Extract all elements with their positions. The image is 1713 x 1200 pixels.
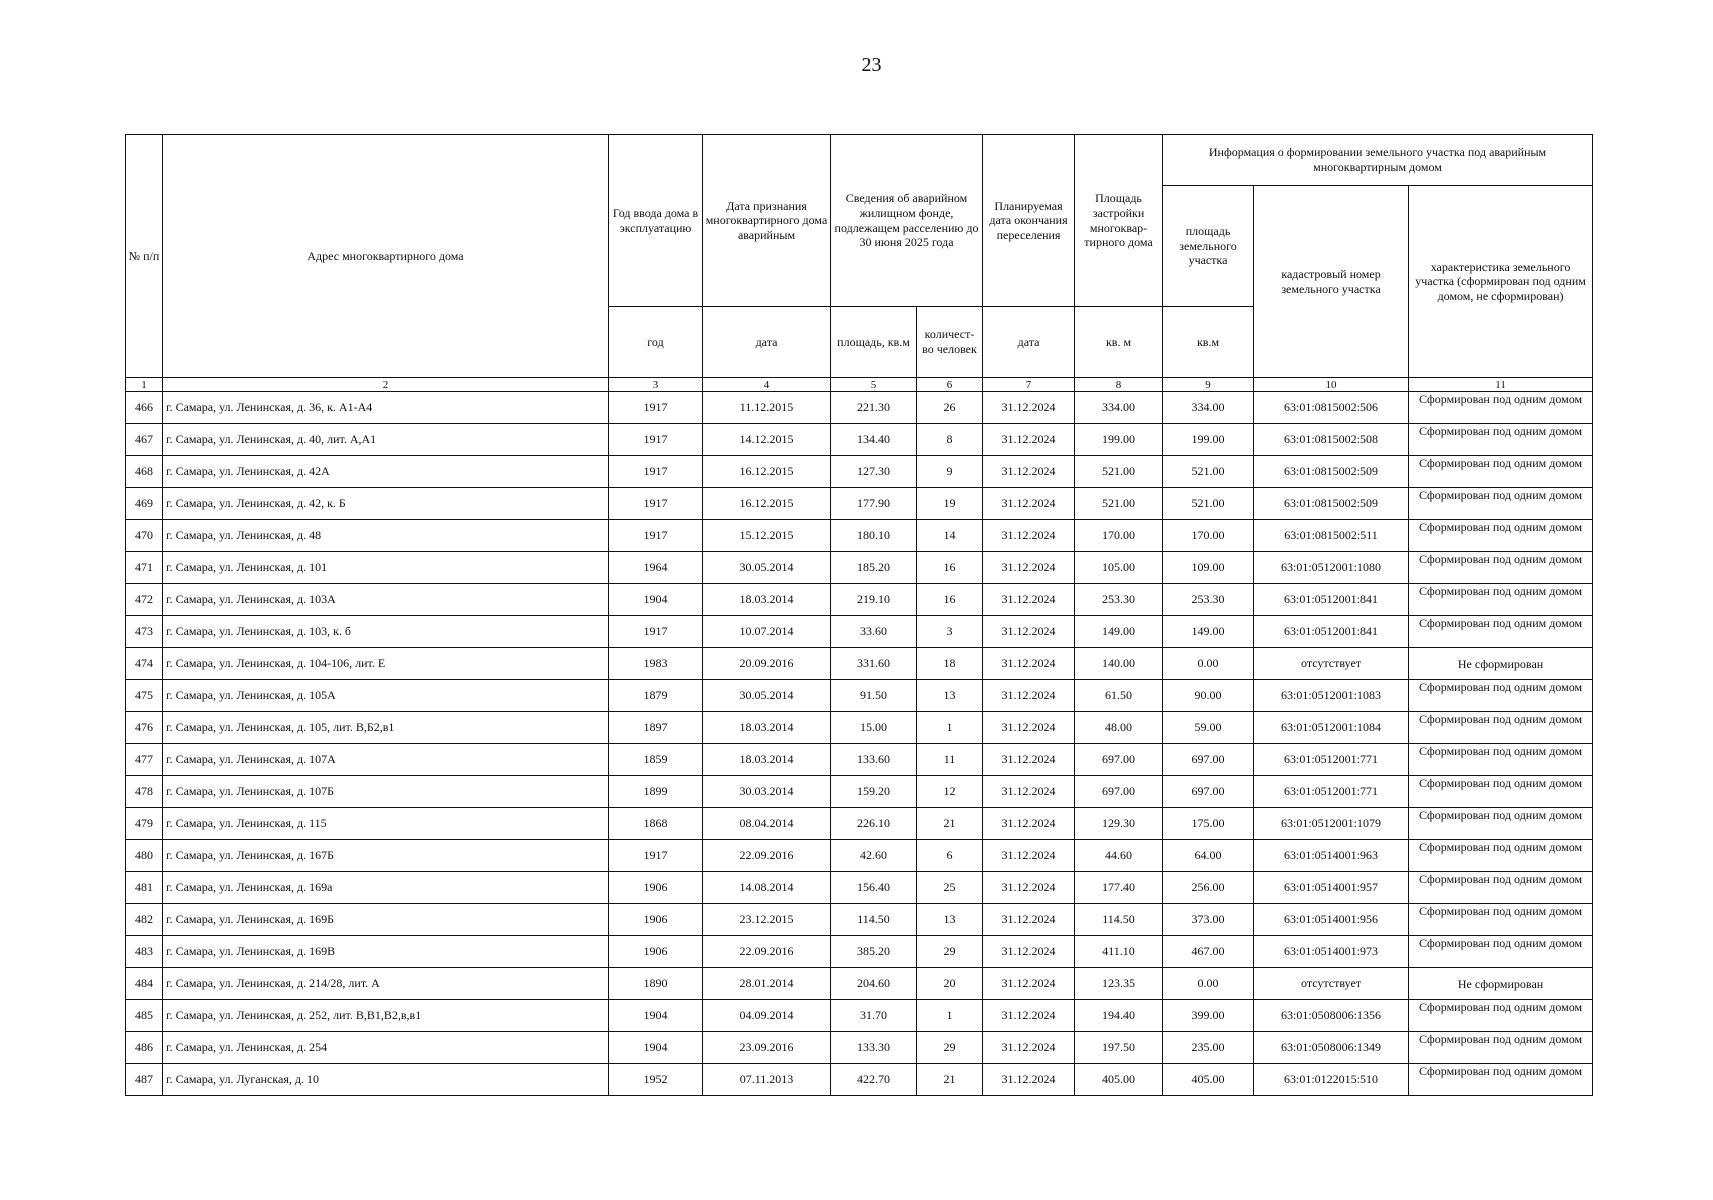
land-area-cell: 467.00	[1163, 936, 1254, 968]
address-cell: г. Самара, ул. Ленинская, д. 167Б	[163, 840, 609, 872]
column-number: 4	[703, 378, 831, 392]
planned-end-cell: 31.12.2024	[983, 1064, 1075, 1096]
planned-end-cell: 31.12.2024	[983, 648, 1075, 680]
column-number: 11	[1409, 378, 1593, 392]
land-status-cell: Сформирован под одним домом	[1409, 840, 1593, 872]
table-row	[126, 680, 1593, 712]
row-number: 485	[126, 1000, 163, 1032]
column-number: 7	[983, 378, 1075, 392]
building-area-cell: 697.00	[1075, 744, 1163, 776]
building-area-cell: 405.00	[1075, 1064, 1163, 1096]
address-cell: г. Самара, ул. Луганская, д. 10	[163, 1064, 609, 1096]
address-cell: г. Самара, ул. Ленинская, д. 36, к. А1-А4	[163, 392, 609, 424]
people-cell: 19	[917, 488, 983, 520]
unit-people: количест- во человек	[917, 307, 983, 378]
planned-end-cell: 31.12.2024	[983, 840, 1075, 872]
table-row	[126, 616, 1593, 648]
area-cell: 331.60	[831, 648, 917, 680]
building-area-cell: 44.60	[1075, 840, 1163, 872]
address-cell: г. Самара, ул. Ленинская, д. 214/28, лит. А	[163, 968, 609, 1000]
recognition-date-cell: 18.03.2014	[703, 712, 831, 744]
cadastral-number-cell: 63:01:0512001:1079	[1254, 808, 1409, 840]
area-cell: 385.20	[831, 936, 917, 968]
address-cell: г. Самара, ул. Ленинская, д. 103А	[163, 584, 609, 616]
people-cell: 9	[917, 456, 983, 488]
recognition-date-cell: 10.07.2014	[703, 616, 831, 648]
table-row	[126, 808, 1593, 840]
row-number: 477	[126, 744, 163, 776]
land-area-cell: 697.00	[1163, 744, 1254, 776]
building-area-cell: 521.00	[1075, 488, 1163, 520]
building-area-cell: 177.40	[1075, 872, 1163, 904]
area-cell: 221.30	[831, 392, 917, 424]
land-status-cell: Сформирован под одним домом	[1409, 872, 1593, 904]
people-cell: 26	[917, 392, 983, 424]
row-number: 482	[126, 904, 163, 936]
table-row	[126, 488, 1593, 520]
address-cell: г. Самара, ул. Ленинская, д. 254	[163, 1032, 609, 1064]
address-cell: г. Самара, ул. Ленинская, д. 105А	[163, 680, 609, 712]
land-status-cell: Сформирован под одним домом	[1409, 1032, 1593, 1064]
row-number: 476	[126, 712, 163, 744]
recognition-date-cell: 22.09.2016	[703, 936, 831, 968]
table-row	[126, 584, 1593, 616]
cadastral-number-cell: 63:01:0512001:771	[1254, 744, 1409, 776]
table-row	[126, 968, 1593, 1000]
row-number: 484	[126, 968, 163, 1000]
table-row	[126, 520, 1593, 552]
people-cell: 13	[917, 904, 983, 936]
unit-area: площадь, кв.м	[831, 307, 917, 378]
area-cell: 159.20	[831, 776, 917, 808]
land-status-cell: Сформирован под одним домом	[1409, 712, 1593, 744]
table-body	[126, 392, 1593, 1096]
land-area-cell: 90.00	[1163, 680, 1254, 712]
land-area-cell: 405.00	[1163, 1064, 1254, 1096]
recognition-date-cell: 20.09.2016	[703, 648, 831, 680]
row-number: 466	[126, 392, 163, 424]
year-cell: 1917	[609, 456, 703, 488]
cadastral-number-cell: 63:01:0508006:1356	[1254, 1000, 1409, 1032]
table-row	[126, 648, 1593, 680]
building-area-cell: 697.00	[1075, 776, 1163, 808]
land-area-cell: 253.30	[1163, 584, 1254, 616]
year-cell: 1906	[609, 936, 703, 968]
people-cell: 18	[917, 648, 983, 680]
year-cell: 1917	[609, 840, 703, 872]
table-row	[126, 936, 1593, 968]
recognition-date-cell: 16.12.2015	[703, 488, 831, 520]
cadastral-number-cell: 63:01:0514001:957	[1254, 872, 1409, 904]
people-cell: 13	[917, 680, 983, 712]
cadastral-number-cell: 63:01:0512001:1084	[1254, 712, 1409, 744]
cadastral-number-cell: 63:01:0512001:771	[1254, 776, 1409, 808]
planned-end-cell: 31.12.2024	[983, 456, 1075, 488]
land-area-cell: 521.00	[1163, 456, 1254, 488]
address-cell: г. Самара, ул. Ленинская, д. 40, лит. А,А1	[163, 424, 609, 456]
land-area-cell: 170.00	[1163, 520, 1254, 552]
people-cell: 29	[917, 1032, 983, 1064]
planned-end-cell: 31.12.2024	[983, 520, 1075, 552]
address-cell: г. Самара, ул. Ленинская, д. 169Б	[163, 904, 609, 936]
people-cell: 20	[917, 968, 983, 1000]
people-cell: 21	[917, 1064, 983, 1096]
header-recognition-date: Дата признания многоквартирного дома аварийным	[703, 135, 831, 307]
land-status-cell: Сформирован под одним домом	[1409, 424, 1593, 456]
column-number: 1	[126, 378, 163, 392]
year-cell: 1917	[609, 520, 703, 552]
address-cell: г. Самара, ул. Ленинская, д. 252, лит. В,В1,В2,в,в1	[163, 1000, 609, 1032]
address-cell: г. Самара, ул. Ленинская, д. 107А	[163, 744, 609, 776]
recognition-date-cell: 30.05.2014	[703, 680, 831, 712]
cadastral-number-cell: 63:01:0815002:508	[1254, 424, 1409, 456]
header-land-info: Информация о формировании земельного участка под аварийным многоквартирным домом	[1163, 135, 1593, 186]
year-cell: 1899	[609, 776, 703, 808]
unit-end-date: дата	[983, 307, 1075, 378]
address-cell: г. Самара, ул. Ленинская, д. 103, к. б	[163, 616, 609, 648]
area-cell: 31.70	[831, 1000, 917, 1032]
row-number: 480	[126, 840, 163, 872]
row-number: 481	[126, 872, 163, 904]
people-cell: 8	[917, 424, 983, 456]
cadastral-number-cell: 63:01:0815002:506	[1254, 392, 1409, 424]
column-number: 5	[831, 378, 917, 392]
recognition-date-cell: 22.09.2016	[703, 840, 831, 872]
row-number: 467	[126, 424, 163, 456]
land-status-cell: Сформирован под одним домом	[1409, 392, 1593, 424]
people-cell: 12	[917, 776, 983, 808]
land-status-cell: Сформирован под одним домом	[1409, 680, 1593, 712]
building-area-cell: 123.35	[1075, 968, 1163, 1000]
area-cell: 185.20	[831, 552, 917, 584]
land-status-cell: Не сформирован	[1409, 968, 1593, 1000]
row-number: 475	[126, 680, 163, 712]
area-cell: 180.10	[831, 520, 917, 552]
land-area-cell: 64.00	[1163, 840, 1254, 872]
planned-end-cell: 31.12.2024	[983, 968, 1075, 1000]
land-area-cell: 697.00	[1163, 776, 1254, 808]
header-building-area: Площадь застройки многоквар- тирного дома	[1075, 135, 1163, 307]
column-number: 8	[1075, 378, 1163, 392]
building-area-cell: 170.00	[1075, 520, 1163, 552]
building-area-cell: 140.00	[1075, 648, 1163, 680]
recognition-date-cell: 11.12.2015	[703, 392, 831, 424]
people-cell: 3	[917, 616, 983, 648]
people-cell: 14	[917, 520, 983, 552]
recognition-date-cell: 14.08.2014	[703, 872, 831, 904]
recognition-date-cell: 08.04.2014	[703, 808, 831, 840]
year-cell: 1917	[609, 488, 703, 520]
emergency-housing-table	[125, 134, 1593, 1096]
building-area-cell: 48.00	[1075, 712, 1163, 744]
address-cell: г. Самара, ул. Ленинская, д. 42, к. Б	[163, 488, 609, 520]
header-year: Год ввода дома в эксплуатацию	[609, 135, 703, 307]
building-area-cell: 334.00	[1075, 392, 1163, 424]
land-status-cell: Сформирован под одним домом	[1409, 776, 1593, 808]
table-row	[126, 712, 1593, 744]
header-land-area: площадь земельного участка	[1163, 186, 1254, 307]
table-row	[126, 872, 1593, 904]
land-status-cell: Сформирован под одним домом	[1409, 1000, 1593, 1032]
land-status-cell: Сформирован под одним домом	[1409, 616, 1593, 648]
planned-end-cell: 31.12.2024	[983, 1032, 1075, 1064]
cadastral-number-cell: 63:01:0815002:511	[1254, 520, 1409, 552]
planned-end-cell: 31.12.2024	[983, 936, 1075, 968]
cadastral-number-cell: 63:01:0122015:510	[1254, 1064, 1409, 1096]
people-cell: 16	[917, 552, 983, 584]
land-area-cell: 175.00	[1163, 808, 1254, 840]
building-area-cell: 411.10	[1075, 936, 1163, 968]
address-cell: г. Самара, ул. Ленинская, д. 42А	[163, 456, 609, 488]
unit-build-kvm: кв. м	[1075, 307, 1163, 378]
area-cell: 91.50	[831, 680, 917, 712]
land-area-cell: 59.00	[1163, 712, 1254, 744]
cadastral-number-cell: 63:01:0512001:1080	[1254, 552, 1409, 584]
header-cadastral: кадастровый номер земельного участка	[1254, 186, 1409, 378]
people-cell: 1	[917, 712, 983, 744]
year-cell: 1904	[609, 584, 703, 616]
address-cell: г. Самара, ул. Ленинская, д. 104-106, лит. Е	[163, 648, 609, 680]
land-status-cell: Сформирован под одним домом	[1409, 744, 1593, 776]
header-emergency-info: Сведения об аварийном жилищном фонде, подлежащем расселению до 30 июня 2025 года	[831, 135, 983, 307]
page-number: 23	[861, 54, 882, 76]
row-number: 478	[126, 776, 163, 808]
cadastral-number-cell: 63:01:0514001:956	[1254, 904, 1409, 936]
land-area-cell: 334.00	[1163, 392, 1254, 424]
address-cell: г. Самара, ул. Ленинская, д. 105, лит. В,Б2,в1	[163, 712, 609, 744]
recognition-date-cell: 28.01.2014	[703, 968, 831, 1000]
year-cell: 1964	[609, 552, 703, 584]
unit-land-kvm: кв.м	[1163, 307, 1254, 378]
year-cell: 1879	[609, 680, 703, 712]
land-area-cell: 399.00	[1163, 1000, 1254, 1032]
planned-end-cell: 31.12.2024	[983, 584, 1075, 616]
row-number: 471	[126, 552, 163, 584]
area-cell: 133.30	[831, 1032, 917, 1064]
table-row	[126, 392, 1593, 424]
row-number: 483	[126, 936, 163, 968]
row-number: 473	[126, 616, 163, 648]
cadastral-number-cell: 63:01:0508006:1349	[1254, 1032, 1409, 1064]
table-row	[126, 456, 1593, 488]
area-cell: 177.90	[831, 488, 917, 520]
year-cell: 1859	[609, 744, 703, 776]
table-row	[126, 552, 1593, 584]
land-status-cell: Не сформирован	[1409, 648, 1593, 680]
area-cell: 114.50	[831, 904, 917, 936]
year-cell: 1917	[609, 424, 703, 456]
planned-end-cell: 31.12.2024	[983, 744, 1075, 776]
address-cell: г. Самара, ул. Ленинская, д. 115	[163, 808, 609, 840]
column-number: 3	[609, 378, 703, 392]
area-cell: 134.40	[831, 424, 917, 456]
address-cell: г. Самара, ул. Ленинская, д. 169а	[163, 872, 609, 904]
planned-end-cell: 31.12.2024	[983, 680, 1075, 712]
cadastral-number-cell: 63:01:0512001:841	[1254, 616, 1409, 648]
people-cell: 21	[917, 808, 983, 840]
area-cell: 226.10	[831, 808, 917, 840]
planned-end-cell: 31.12.2024	[983, 488, 1075, 520]
area-cell: 133.60	[831, 744, 917, 776]
year-cell: 1904	[609, 1000, 703, 1032]
land-area-cell: 235.00	[1163, 1032, 1254, 1064]
building-area-cell: 129.30	[1075, 808, 1163, 840]
planned-end-cell: 31.12.2024	[983, 808, 1075, 840]
people-cell: 29	[917, 936, 983, 968]
land-status-cell: Сформирован под одним домом	[1409, 520, 1593, 552]
planned-end-cell: 31.12.2024	[983, 424, 1075, 456]
planned-end-cell: 31.12.2024	[983, 872, 1075, 904]
column-number: 9	[1163, 378, 1254, 392]
recognition-date-cell: 07.11.2013	[703, 1064, 831, 1096]
address-cell: г. Самара, ул. Ленинская, д. 48	[163, 520, 609, 552]
registry-table-wrapper	[125, 134, 1592, 1096]
building-area-cell: 61.50	[1075, 680, 1163, 712]
people-cell: 16	[917, 584, 983, 616]
address-cell: г. Самара, ул. Ленинская, д. 107Б	[163, 776, 609, 808]
year-cell: 1906	[609, 872, 703, 904]
recognition-date-cell: 18.03.2014	[703, 744, 831, 776]
building-area-cell: 105.00	[1075, 552, 1163, 584]
area-cell: 42.60	[831, 840, 917, 872]
recognition-date-cell: 15.12.2015	[703, 520, 831, 552]
address-cell: г. Самара, ул. Ленинская, д. 101	[163, 552, 609, 584]
column-number: 2	[163, 378, 609, 392]
building-area-cell: 149.00	[1075, 616, 1163, 648]
land-status-cell: Сформирован под одним домом	[1409, 808, 1593, 840]
recognition-date-cell: 23.12.2015	[703, 904, 831, 936]
cadastral-number-cell: 63:01:0815002:509	[1254, 488, 1409, 520]
row-number: 468	[126, 456, 163, 488]
table-row	[126, 1000, 1593, 1032]
land-status-cell: Сформирован под одним домом	[1409, 456, 1593, 488]
year-cell: 1917	[609, 392, 703, 424]
row-number: 472	[126, 584, 163, 616]
row-number: 479	[126, 808, 163, 840]
land-status-cell: Сформирован под одним домом	[1409, 488, 1593, 520]
address-cell: г. Самара, ул. Ленинская, д. 169В	[163, 936, 609, 968]
area-cell: 156.40	[831, 872, 917, 904]
row-number: 474	[126, 648, 163, 680]
building-area-cell: 197.50	[1075, 1032, 1163, 1064]
land-area-cell: 0.00	[1163, 968, 1254, 1000]
recognition-date-cell: 14.12.2015	[703, 424, 831, 456]
people-cell: 6	[917, 840, 983, 872]
cadastral-number-cell: отсутствует	[1254, 648, 1409, 680]
table-row	[126, 776, 1593, 808]
area-cell: 219.10	[831, 584, 917, 616]
column-number-row	[126, 378, 1593, 392]
building-area-cell: 114.50	[1075, 904, 1163, 936]
header-address: Адрес многоквартирного дома	[163, 135, 609, 378]
building-area-cell: 194.40	[1075, 1000, 1163, 1032]
header-planned-end: Планируемая дата окончания переселения	[983, 135, 1075, 307]
unit-date: дата	[703, 307, 831, 378]
table-row	[126, 744, 1593, 776]
building-area-cell: 253.30	[1075, 584, 1163, 616]
planned-end-cell: 31.12.2024	[983, 712, 1075, 744]
year-cell: 1890	[609, 968, 703, 1000]
land-area-cell: 0.00	[1163, 648, 1254, 680]
building-area-cell: 521.00	[1075, 456, 1163, 488]
land-status-cell: Сформирован под одним домом	[1409, 936, 1593, 968]
cadastral-number-cell: отсутствует	[1254, 968, 1409, 1000]
land-status-cell: Сформирован под одним домом	[1409, 552, 1593, 584]
unit-year: год	[609, 307, 703, 378]
people-cell: 25	[917, 872, 983, 904]
year-cell: 1983	[609, 648, 703, 680]
land-status-cell: Сформирован под одним домом	[1409, 1064, 1593, 1096]
people-cell: 1	[917, 1000, 983, 1032]
year-cell: 1917	[609, 616, 703, 648]
area-cell: 15.00	[831, 712, 917, 744]
recognition-date-cell: 30.05.2014	[703, 552, 831, 584]
row-number: 486	[126, 1032, 163, 1064]
land-area-cell: 199.00	[1163, 424, 1254, 456]
year-cell: 1952	[609, 1064, 703, 1096]
year-cell: 1897	[609, 712, 703, 744]
people-cell: 11	[917, 744, 983, 776]
year-cell: 1904	[609, 1032, 703, 1064]
land-status-cell: Сформирован под одним домом	[1409, 904, 1593, 936]
header-number: № п/п	[126, 135, 163, 378]
planned-end-cell: 31.12.2024	[983, 1000, 1075, 1032]
cadastral-number-cell: 63:01:0815002:509	[1254, 456, 1409, 488]
land-area-cell: 521.00	[1163, 488, 1254, 520]
land-area-cell: 373.00	[1163, 904, 1254, 936]
table-row	[126, 1032, 1593, 1064]
table-row	[126, 904, 1593, 936]
cadastral-number-cell: 63:01:0512001:841	[1254, 584, 1409, 616]
table-row	[126, 840, 1593, 872]
recognition-date-cell: 18.03.2014	[703, 584, 831, 616]
land-area-cell: 149.00	[1163, 616, 1254, 648]
area-cell: 422.70	[831, 1064, 917, 1096]
header-land-characteristic: характеристика земельного участка (сформирован под одним домом, не сформирован)	[1409, 186, 1593, 378]
cadastral-number-cell: 63:01:0512001:1083	[1254, 680, 1409, 712]
recognition-date-cell: 30.03.2014	[703, 776, 831, 808]
area-cell: 204.60	[831, 968, 917, 1000]
land-status-cell: Сформирован под одним домом	[1409, 584, 1593, 616]
column-number: 6	[917, 378, 983, 392]
row-number: 470	[126, 520, 163, 552]
planned-end-cell: 31.12.2024	[983, 776, 1075, 808]
year-cell: 1906	[609, 904, 703, 936]
land-area-cell: 256.00	[1163, 872, 1254, 904]
planned-end-cell: 31.12.2024	[983, 904, 1075, 936]
planned-end-cell: 31.12.2024	[983, 392, 1075, 424]
land-area-cell: 109.00	[1163, 552, 1254, 584]
column-number: 10	[1254, 378, 1409, 392]
building-area-cell: 199.00	[1075, 424, 1163, 456]
recognition-date-cell: 16.12.2015	[703, 456, 831, 488]
area-cell: 33.60	[831, 616, 917, 648]
area-cell: 127.30	[831, 456, 917, 488]
table-row	[126, 1064, 1593, 1096]
recognition-date-cell: 04.09.2014	[703, 1000, 831, 1032]
cadastral-number-cell: 63:01:0514001:973	[1254, 936, 1409, 968]
planned-end-cell: 31.12.2024	[983, 552, 1075, 584]
cadastral-number-cell: 63:01:0514001:963	[1254, 840, 1409, 872]
year-cell: 1868	[609, 808, 703, 840]
planned-end-cell: 31.12.2024	[983, 616, 1075, 648]
recognition-date-cell: 23.09.2016	[703, 1032, 831, 1064]
row-number: 469	[126, 488, 163, 520]
row-number: 487	[126, 1064, 163, 1096]
table-row	[126, 424, 1593, 456]
